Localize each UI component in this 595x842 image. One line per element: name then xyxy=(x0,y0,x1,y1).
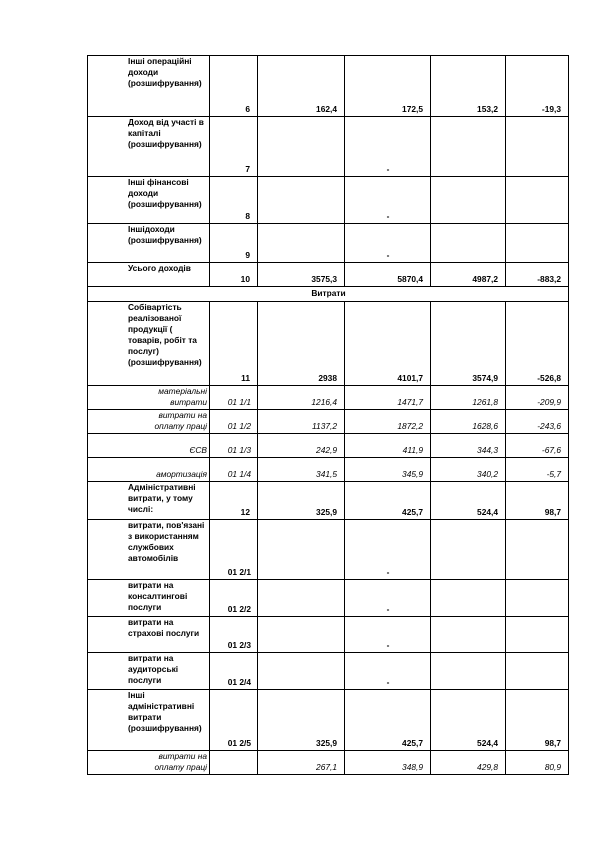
row-value-1 xyxy=(258,520,345,580)
row-value-3 xyxy=(431,653,506,690)
row-value-4: -5,7 xyxy=(506,458,569,482)
row-code: 01 2/4 xyxy=(210,653,258,690)
row-value-3: 3574,9 xyxy=(431,302,506,386)
section-title: Витрати xyxy=(88,287,569,302)
table-row xyxy=(88,117,569,177)
row-value-3 xyxy=(431,117,506,177)
row-value-3: 153,2 xyxy=(431,56,506,117)
row-name: витрати на страхові послуги xyxy=(88,617,210,653)
row-value-3: 344,3 xyxy=(431,434,506,458)
row-code: 01 2/5 xyxy=(210,690,258,751)
table-row xyxy=(88,520,569,580)
row-value-1 xyxy=(258,580,345,617)
table-body xyxy=(88,56,569,775)
row-value-2: 4101,7 xyxy=(345,302,431,386)
row-code: 7 xyxy=(210,117,258,177)
row-value-4 xyxy=(506,617,569,653)
row-code: 01 1/4 xyxy=(210,458,258,482)
row-name: Інші фінансові доходи (розшифрування) xyxy=(88,177,210,224)
row-value-2: 1471,7 xyxy=(345,386,431,410)
row-value-2: - xyxy=(345,580,431,617)
row-value-2: - xyxy=(345,117,431,177)
row-name: Собівартість реалізованої продукції ( товарів, робіт та послуг) (розшифрування) xyxy=(88,302,210,386)
row-value-1 xyxy=(258,177,345,224)
row-value-1 xyxy=(258,224,345,263)
row-name: амортизація xyxy=(88,458,210,482)
table-row xyxy=(88,580,569,617)
row-code: 12 xyxy=(210,482,258,520)
table-row xyxy=(88,224,569,263)
row-value-1: 1137,2 xyxy=(258,410,345,434)
row-name: витрати на аудиторські послуги xyxy=(88,653,210,690)
table-row xyxy=(88,690,569,751)
table-row xyxy=(88,386,569,410)
row-value-2: 172,5 xyxy=(345,56,431,117)
row-value-1: 325,9 xyxy=(258,690,345,751)
row-value-4: -67,6 xyxy=(506,434,569,458)
row-value-4 xyxy=(506,653,569,690)
row-value-4: -209,9 xyxy=(506,386,569,410)
row-name: ЄСВ xyxy=(88,434,210,458)
row-value-2: 425,7 xyxy=(345,690,431,751)
table-row xyxy=(88,653,569,690)
table-row xyxy=(88,434,569,458)
row-value-4 xyxy=(506,177,569,224)
row-value-3 xyxy=(431,580,506,617)
row-value-2: 425,7 xyxy=(345,482,431,520)
row-value-1 xyxy=(258,653,345,690)
section-row xyxy=(88,287,569,302)
table-row xyxy=(88,617,569,653)
row-name: витрати, пов'язані з використанням службових автомобілів xyxy=(88,520,210,580)
table-row xyxy=(88,263,569,287)
row-value-4: 98,7 xyxy=(506,482,569,520)
row-name: матеріальні витрати xyxy=(88,386,210,410)
row-value-1: 341,5 xyxy=(258,458,345,482)
row-name: Іншідоходи (розшифрування) xyxy=(88,224,210,263)
row-value-3: 1628,6 xyxy=(431,410,506,434)
row-value-4 xyxy=(506,580,569,617)
row-value-4: -243,6 xyxy=(506,410,569,434)
table-row xyxy=(88,302,569,386)
row-code: 01 2/3 xyxy=(210,617,258,653)
table-row xyxy=(88,458,569,482)
row-code: 01 1/3 xyxy=(210,434,258,458)
row-name: витрати на оплату праці xyxy=(88,410,210,434)
row-value-3: 1261,8 xyxy=(431,386,506,410)
row-value-1: 267,1 xyxy=(258,751,345,775)
row-name: Адміністративні витрати, у тому числі: xyxy=(88,482,210,520)
row-name: витрати на оплату праці xyxy=(88,751,210,775)
row-code: 11 xyxy=(210,302,258,386)
row-value-1: 162,4 xyxy=(258,56,345,117)
row-value-1 xyxy=(258,617,345,653)
row-value-2: 1872,2 xyxy=(345,410,431,434)
row-value-2: - xyxy=(345,617,431,653)
row-code: 10 xyxy=(210,263,258,287)
row-name: Інші адміністративні витрати (розшифрування) xyxy=(88,690,210,751)
row-value-2: - xyxy=(345,177,431,224)
row-value-2: 411,9 xyxy=(345,434,431,458)
row-code: 01 2/1 xyxy=(210,520,258,580)
row-value-3 xyxy=(431,224,506,263)
row-value-4 xyxy=(506,224,569,263)
row-value-1: 242,9 xyxy=(258,434,345,458)
table-row xyxy=(88,410,569,434)
row-value-4: -526,8 xyxy=(506,302,569,386)
row-value-4 xyxy=(506,520,569,580)
row-value-2: - xyxy=(345,224,431,263)
row-value-3: 4987,2 xyxy=(431,263,506,287)
row-value-3 xyxy=(431,520,506,580)
row-code: 6 xyxy=(210,56,258,117)
row-code xyxy=(210,751,258,775)
row-value-1: 325,9 xyxy=(258,482,345,520)
row-value-1: 2938 xyxy=(258,302,345,386)
row-value-4: 98,7 xyxy=(506,690,569,751)
row-code: 8 xyxy=(210,177,258,224)
row-code: 9 xyxy=(210,224,258,263)
row-name: витрати на консалтингові послуги xyxy=(88,580,210,617)
row-code: 01 2/2 xyxy=(210,580,258,617)
table-row xyxy=(88,56,569,117)
row-value-3: 524,4 xyxy=(431,482,506,520)
row-value-3 xyxy=(431,177,506,224)
row-value-3: 429,8 xyxy=(431,751,506,775)
row-value-2: 5870,4 xyxy=(345,263,431,287)
row-value-4: 80,9 xyxy=(506,751,569,775)
row-value-2: - xyxy=(345,520,431,580)
row-name: Усього доходів xyxy=(88,263,210,287)
row-name: Доход від участі в капіталі (розшифрування) xyxy=(88,117,210,177)
row-value-4: -19,3 xyxy=(506,56,569,117)
row-code: 01 1/2 xyxy=(210,410,258,434)
row-value-2: 348,9 xyxy=(345,751,431,775)
table-row xyxy=(88,177,569,224)
row-value-4 xyxy=(506,117,569,177)
row-name: Інші операційні доходи (розшифрування) xyxy=(88,56,210,117)
table-row xyxy=(88,482,569,520)
row-value-2: 345,9 xyxy=(345,458,431,482)
row-value-3: 340,2 xyxy=(431,458,506,482)
row-value-4: -883,2 xyxy=(506,263,569,287)
financial-table xyxy=(87,55,569,775)
row-value-2: - xyxy=(345,653,431,690)
row-value-3 xyxy=(431,617,506,653)
table-row xyxy=(88,751,569,775)
row-value-1 xyxy=(258,117,345,177)
row-value-1: 1216,4 xyxy=(258,386,345,410)
row-value-3: 524,4 xyxy=(431,690,506,751)
row-code: 01 1/1 xyxy=(210,386,258,410)
row-value-1: 3575,3 xyxy=(258,263,345,287)
